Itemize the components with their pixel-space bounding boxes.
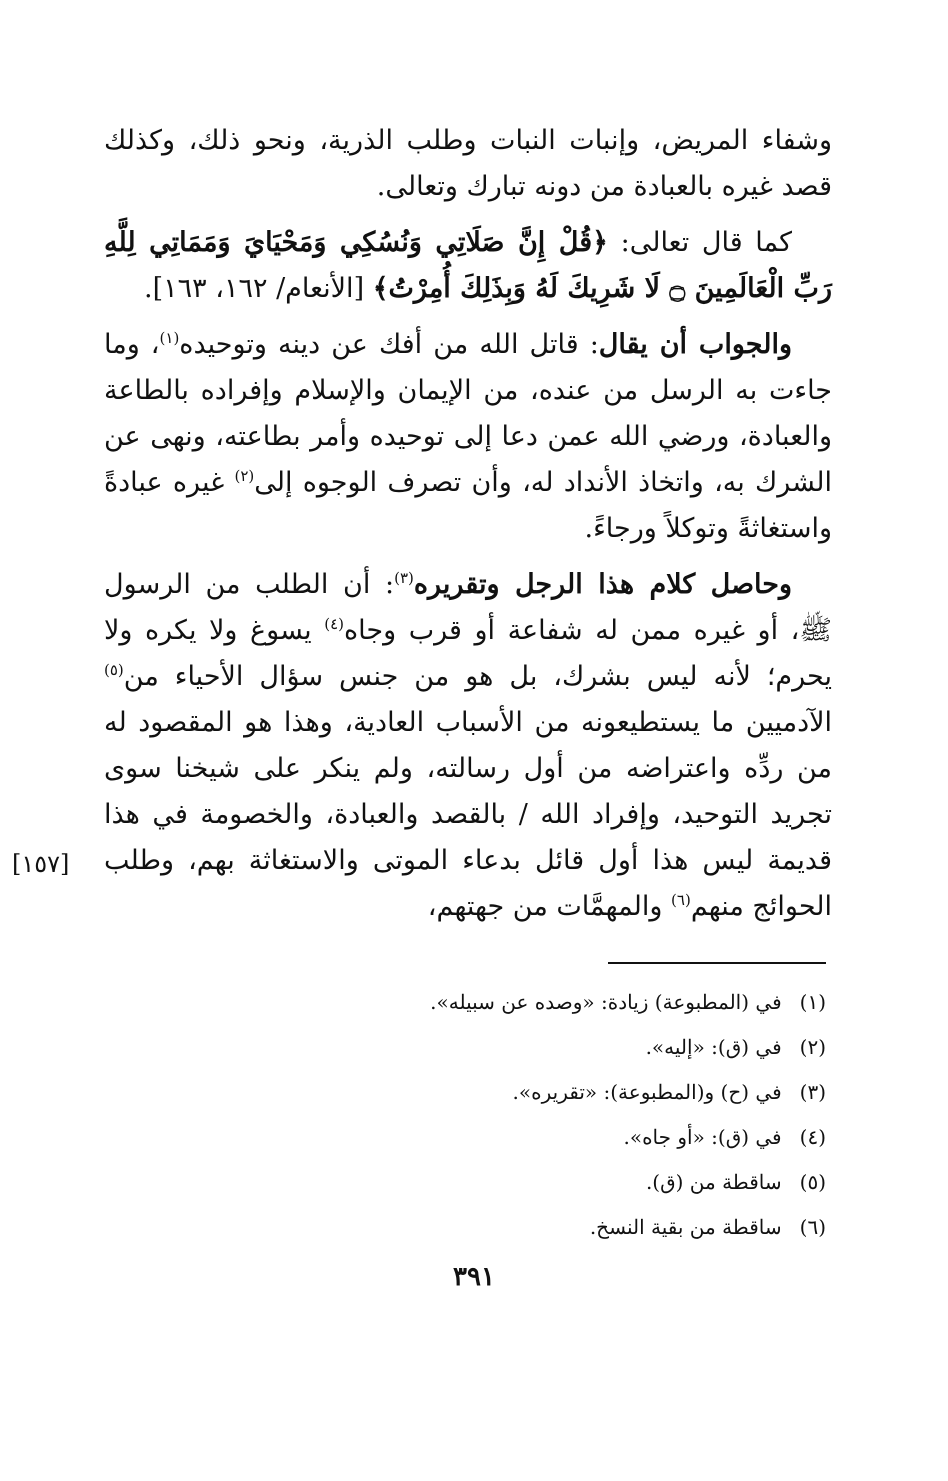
footnote-text: ساقطة من بقية النسخ. [589, 1215, 782, 1239]
footnotes [300, 980, 826, 1250]
footnote-ref-4[interactable]: (٤) [324, 615, 345, 633]
footnote-text: ساقطة من (ق). [645, 1170, 782, 1194]
paragraph-3-text-a: : قاتل الله من أفك عن دينه وتوحيده [179, 329, 599, 360]
footnote-ref-1[interactable]: (١) [159, 329, 180, 347]
footnote-text: في (المطبوعة) زيادة: «وصده عن سبيله». [430, 990, 782, 1014]
paragraph-4-text-e: والمهمَّات من جهتهم، [427, 891, 672, 922]
paragraph-4-text-d: الآدميين ما يستطيعونه من الأسباب العادية، وهذا هو المقصود له من ردِّه واعتراضه من أول رسالته، ولم ينكر على شيخنا سوى تجريد التوحيد، وإفراد الله / بالقصد والعبادة، والخصومة في هذا قديمة ليس هذا أول قائل بدعاء الموتى والاستغاثة بهم، وطلب الحوائج منهم [104, 707, 832, 922]
paragraph-4-lead: وحاصل كلام هذا الرجل وتقريره [413, 569, 792, 600]
paragraph-4 [104, 562, 832, 930]
footnote-ref-2[interactable]: (٢) [234, 467, 255, 485]
main-text [104, 118, 832, 940]
footnote-number: (١) [799, 990, 826, 1014]
footnote-number: (٤) [799, 1125, 826, 1149]
footnote-text: في (ق): «أو جاه». [623, 1125, 782, 1149]
quran-reference: [الأنعام/ ١٦٢، ١٦٣]. [144, 273, 373, 304]
paragraph-4-text-b: : أن الطلب من الرسول ﷺ، أو غيره ممن له شفاعة أو قرب وجاه [104, 569, 832, 646]
footnote-ref-3[interactable]: (٣) [394, 569, 414, 587]
paragraph-3-text-b: ، وما جاءت به الرسل من عنده، من الإيمان والإسلام وإفراده بالطاعة والعبادة، ورضي الله عمن دعا إلى توحيده وأمر بطاعته، ونهى عن الشرك به، واتخاذ الأنداد له، وأن تصرف الوجوه إلى [104, 329, 832, 498]
footnote-4 [300, 1115, 826, 1160]
paragraph-1-text: وشفاء المريض، وإنبات النبات وطلب الذرية، ونحو ذلك، وكذلك قصد غيره بالعبادة من دونه تبارك وتعالى. [104, 125, 832, 202]
paragraph-1 [104, 118, 832, 210]
footnote-1 [300, 980, 826, 1025]
footnote-3 [300, 1070, 826, 1115]
paragraph-3-text-c: غيره عبادةً واستغاثةً وتوكلاً ورجاءً. [104, 467, 832, 544]
footnote-text: في (ق): «إليه». [645, 1035, 782, 1059]
paragraph-2 [104, 220, 832, 312]
footnote-ref-6[interactable]: (٦) [671, 891, 691, 909]
footnote-6 [300, 1205, 826, 1250]
quran-intro: كما قال تعالى: [607, 227, 792, 258]
paragraph-3 [104, 322, 832, 552]
quran-verse: ﴿قُلْ إِنَّ صَلَاتِي وَنُسُكِي وَمَحْيَايَ وَمَمَاتِي لِلَّهِ رَبِّ الْعَالَمِينَ ۝ لَا شَرِيكَ لَهُ وَبِذَلِكَ أُمِرْتُ﴾ [104, 227, 832, 304]
footnote-text: في (ح) و(المطبوعة): «تقريره». [512, 1080, 782, 1104]
footnote-divider [608, 962, 826, 964]
footnote-number: (٦) [799, 1215, 826, 1239]
answer-lead: والجواب أن يقال [598, 329, 792, 360]
footnote-ref-5[interactable]: (٥) [104, 661, 124, 679]
paragraph-4-text-c: يسوغ ولا يكره ولا يحرم؛ لأنه ليس بشرك، بل هو من جنس سؤال الأحياء من [104, 615, 832, 692]
footnote-2 [300, 1025, 826, 1070]
footnote-number: (٥) [799, 1170, 826, 1194]
page-number: ٣٩١ [453, 1262, 495, 1292]
footnote-number: (٣) [799, 1080, 826, 1104]
footnote-5 [300, 1160, 826, 1205]
footnote-number: (٢) [799, 1035, 826, 1059]
manuscript-folio-marker: [١٥٧] [12, 850, 70, 878]
